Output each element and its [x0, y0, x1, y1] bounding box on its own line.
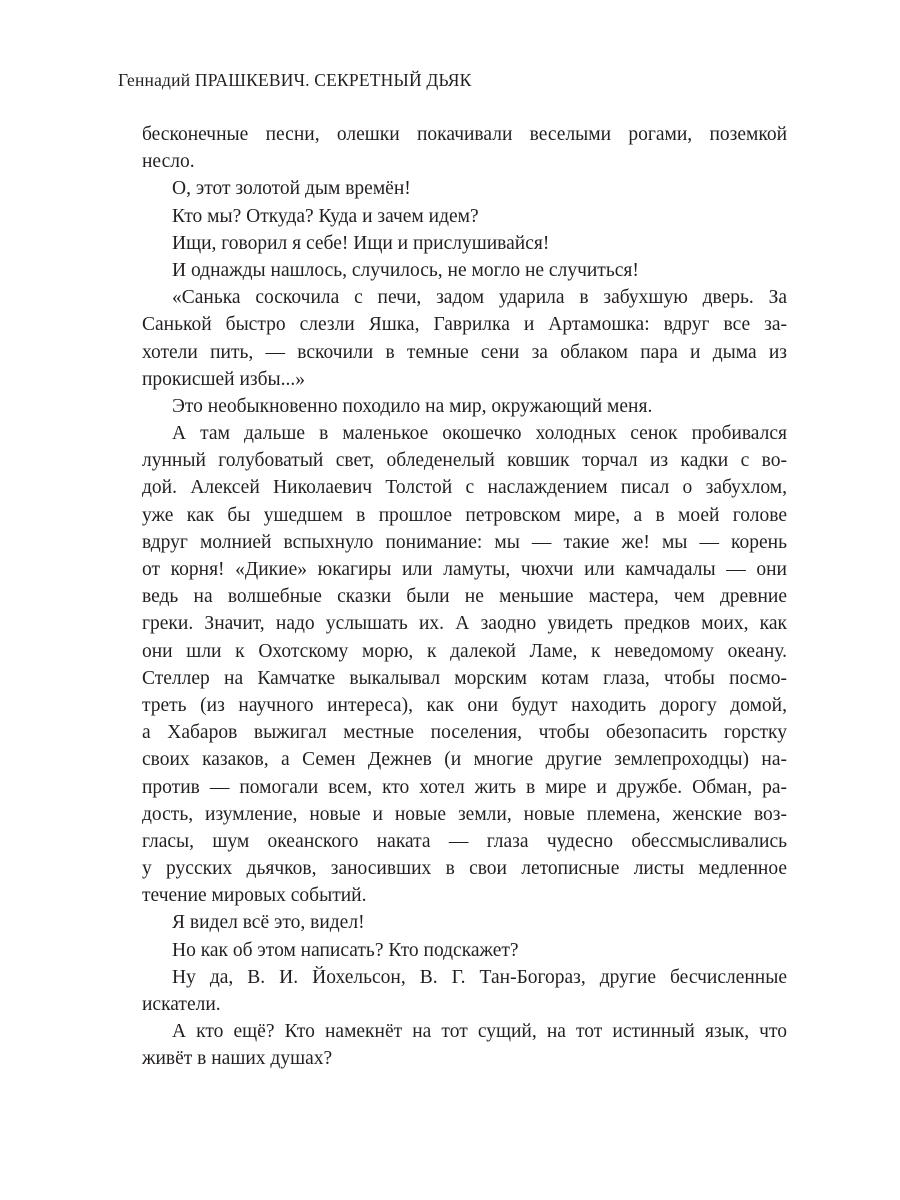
text-line: бесконечные песни, олешки покачивали веселыми рогами, поземкой [142, 124, 787, 145]
text-line: Это необыкновенно походило на мир, окружающий меня. [172, 395, 653, 417]
text-line: Я видел всё это, видел! [172, 912, 365, 934]
text-line: живёт в наших душах? [142, 1048, 333, 1070]
running-head-author: Геннадий [118, 70, 191, 90]
text-line: они шли к Охотскому морю, к далекой Ламе, к неведомому океану. [142, 640, 787, 662]
text-line: О, этот золотой дым времён! [172, 178, 411, 200]
text-line: греки. Значит, надо услышать их. А заодно увидеть предков моих, как [142, 613, 787, 635]
text-line: «Санька соскочила с печи, задом ударила в забухшую дверь. За [172, 287, 787, 309]
body-text [142, 121, 787, 1073]
text-line: дой. Алексей Николаевич Толстой с наслаждением писал о забухлом, [142, 477, 787, 499]
text-line: Но как об этом написать? Кто подскажет? [172, 939, 519, 961]
text-line: гласы, шум океанского наката — глаза чудесно обессмысливались [142, 830, 787, 852]
text-line: а Хабаров выжигал местные поселения, чтобы обезопасить горстку [142, 722, 787, 744]
running-head-title: ПРАШКЕВИЧ. СЕКРЕТНЫЙ ДЬЯК [194, 70, 472, 90]
text-line: Ну да, В. И. Йохельсон, В. Г. Тан-Богораз, другие бесчисленные [172, 966, 787, 988]
text-line: у русских дьячков, заносивших в свои летописные листы медленное [142, 858, 787, 880]
text-line: А там дальше в маленькое окошечко холодных сенок пробивался [172, 423, 787, 445]
text-line: прокисшей избы...» [142, 368, 306, 390]
text-line: Санькой быстро слезли Яшка, Гаврилка и Артамошка: вдруг все за- [142, 314, 787, 336]
text-line: несло. [142, 151, 195, 173]
running-head [118, 70, 472, 91]
text-line: Кто мы? Откуда? Куда и зачем идем? [172, 205, 479, 227]
text-line: А кто ещё? Кто намекнёт на тот сущий, на тот истинный язык, что [172, 1021, 787, 1043]
text-line: искатели. [142, 994, 221, 1015]
text-line: лунный голубоватый свет, обледенелый ковшик торчал из кадки с во- [142, 450, 787, 472]
text-line: против — помогали всем, кто хотел жить в мире и дружбе. Обман, ра- [142, 776, 787, 798]
text-line: течение мировых событий. [142, 885, 367, 907]
text-line: уже как бы ушедшем в прошлое петровском мире, а в моей голове [142, 504, 787, 526]
text-line: ведь на волшебные сказки были не меньшие мастера, чем древние [142, 586, 787, 608]
text-line: Ищи, говорил я себе! Ищи и прислушивайся! [172, 232, 550, 254]
text-line: своих казаков, а Семен Дежнев (и многие другие землепроходцы) на- [142, 749, 787, 771]
text-line: И однажды нашлось, случилось, не могло не случиться! [172, 259, 639, 281]
text-line: хотели пить, — вскочили в темные сени за облаком пара и дыма из [142, 341, 787, 363]
text-line: Стеллер на Камчатке выкалывал морским котам глаза, чтобы посмо- [142, 667, 787, 689]
text-line: треть (из научного интереса), как они будут находить дорогу домой, [142, 694, 787, 716]
text-line: дость, изумление, новые и новые земли, новые племена, женские воз- [142, 803, 787, 825]
text-line: от корня! «Дикие» юкагиры или ламуты, чюхчи или камчадалы — они [142, 559, 787, 580]
text-line: вдруг молнией вспыхнуло понимание: мы — такие же! мы — корень [142, 531, 787, 553]
